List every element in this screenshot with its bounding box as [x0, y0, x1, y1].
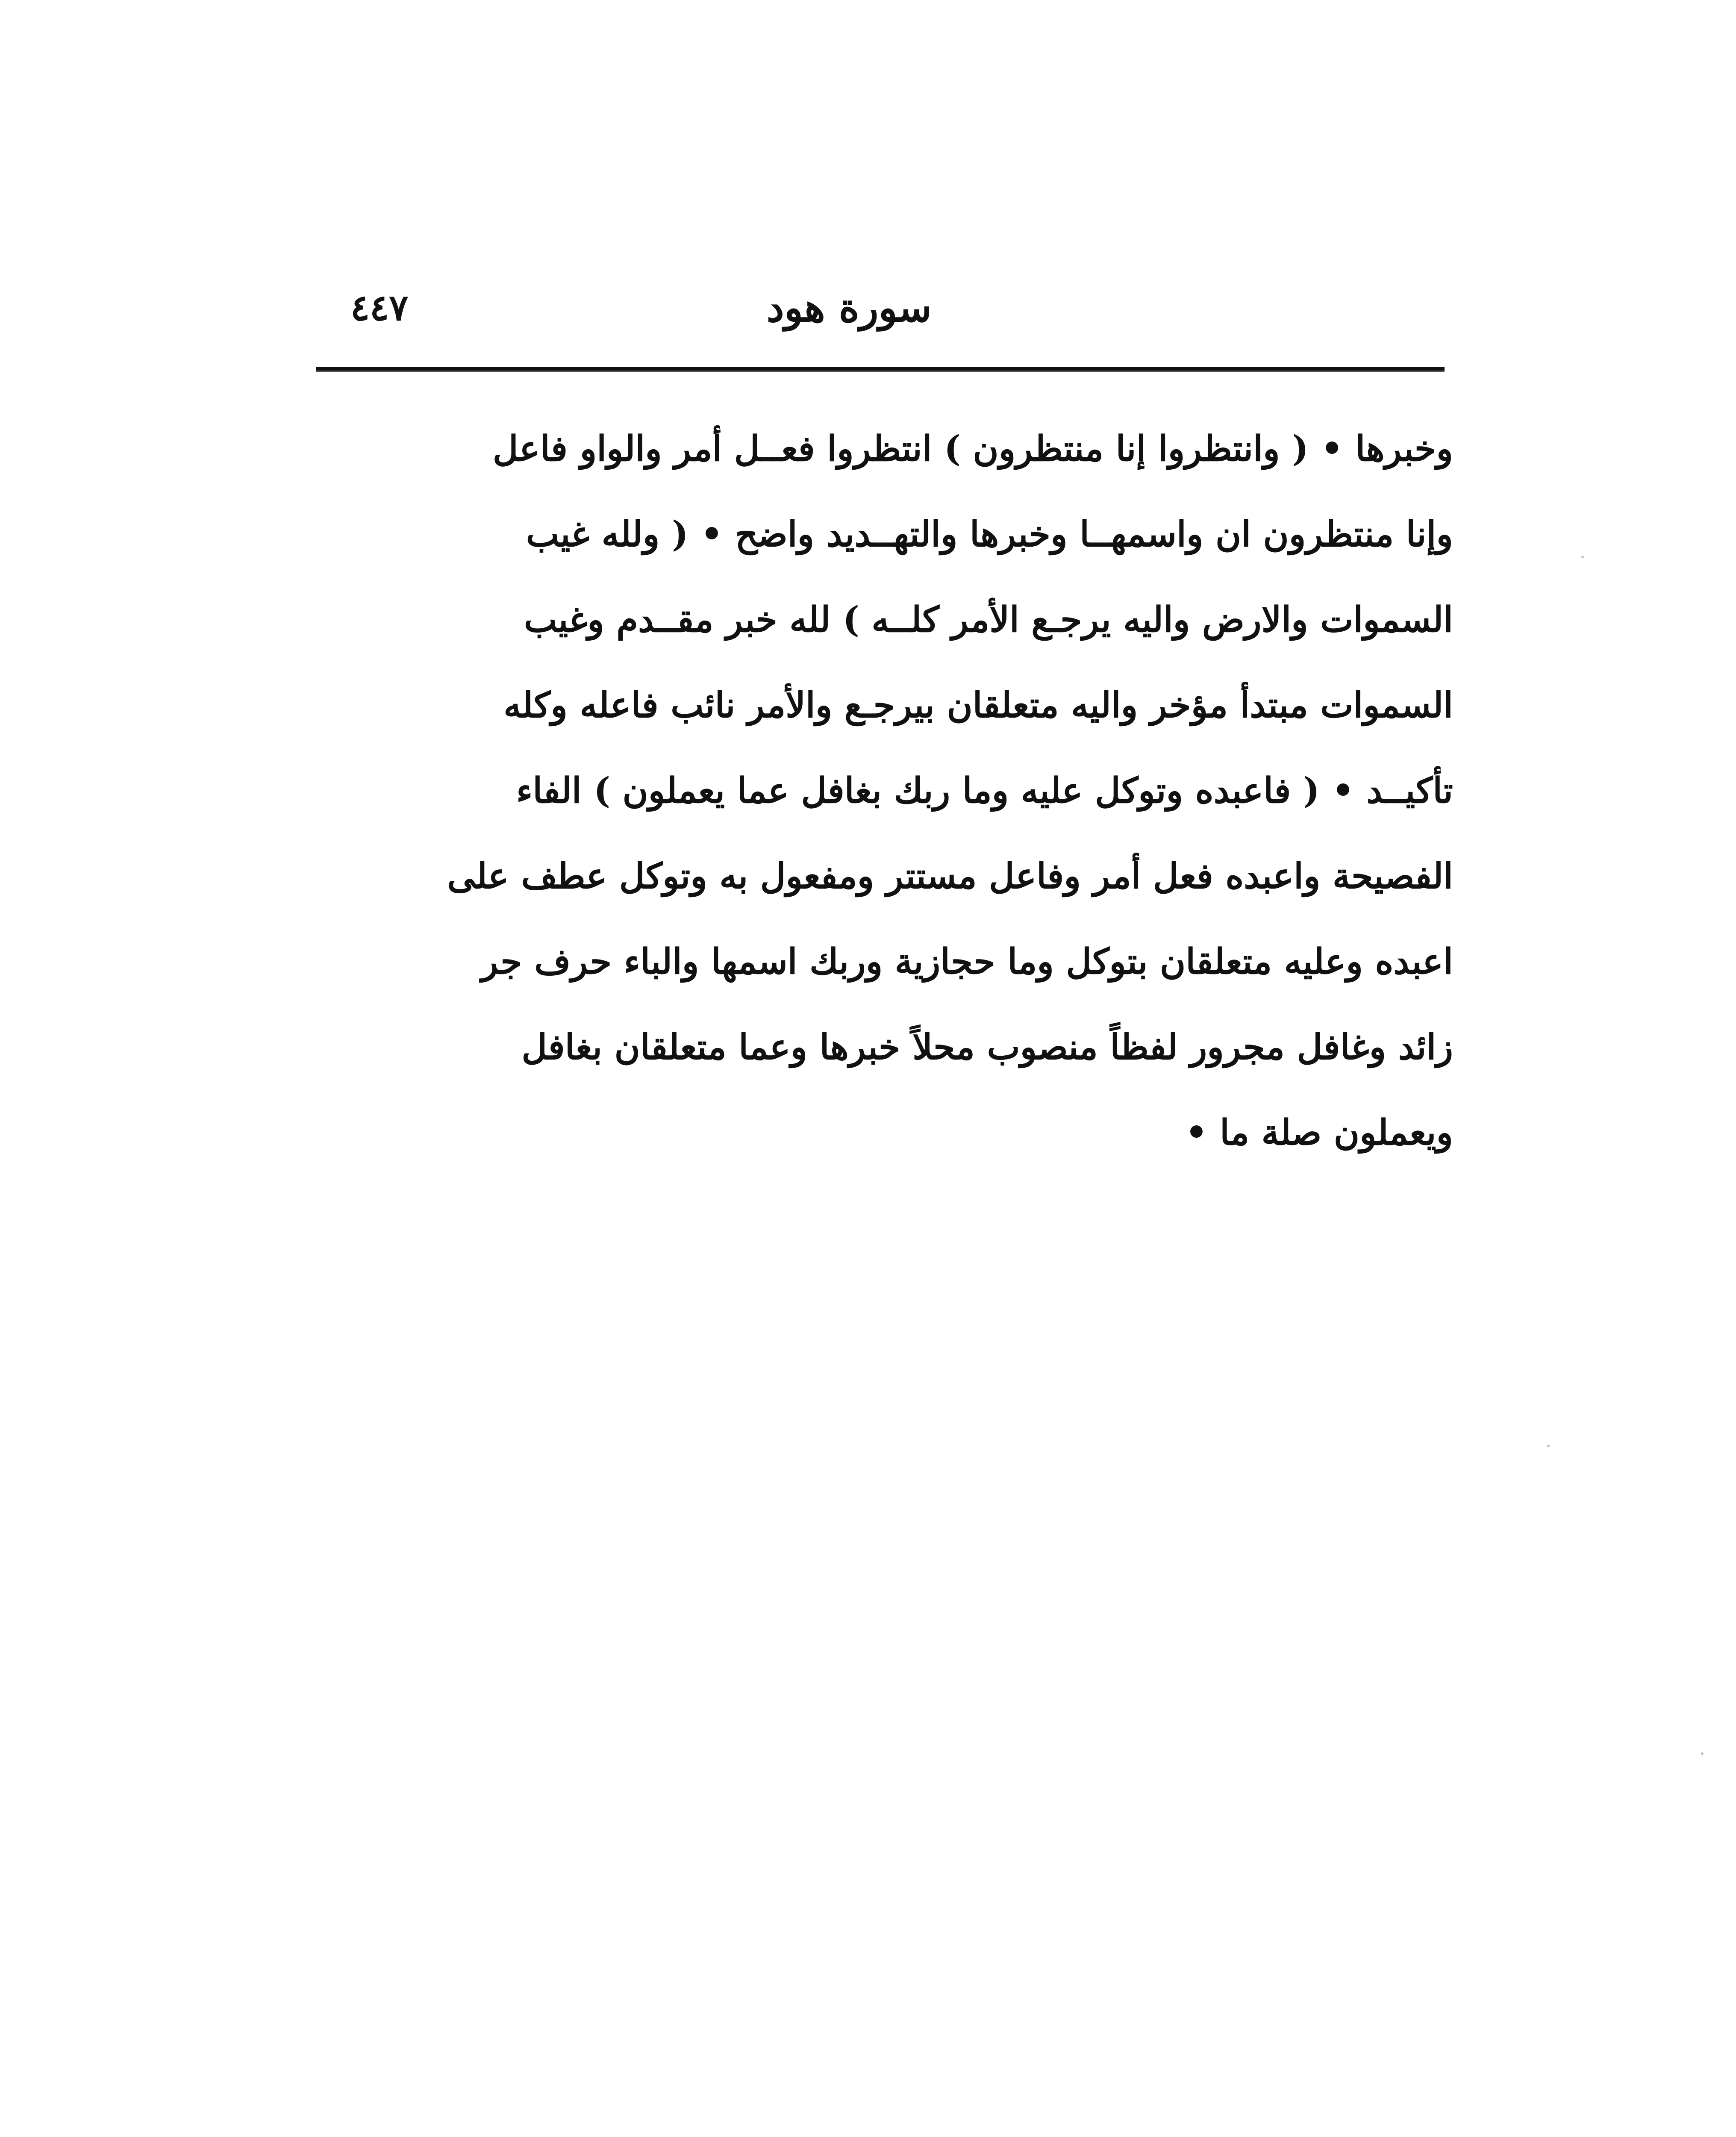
- body-line: السموات مبتدأ مؤخر واليه متعلقان بيرجـع والأمر نائب فاعله وكله: [503, 685, 1453, 726]
- scan-speck: [1701, 1752, 1704, 1755]
- body-line: زائد وغافل مجرور لفظاً منصوب محلاً خبرها وعما متعلقان بغافل: [521, 1027, 1453, 1068]
- scan-speck: [1547, 1445, 1550, 1447]
- body-line: اعبده وعليه متعلقان بتوكل وما حجازية وربك اسمها والباء حرف جر: [481, 941, 1453, 982]
- running-head: [316, 274, 1445, 350]
- scan-speck: [1581, 556, 1584, 558]
- body-text: [291, 406, 1453, 1175]
- body-line: الفصيحة واعبده فعل أمر وفاعل مستتر ومفعول به وتوكل عطف على: [447, 856, 1453, 897]
- chapter-title: سورة هود: [766, 285, 932, 331]
- body-line: السموات والارض واليه يرجـع الأمر كلــه ) لله خبر مقــدم وغيب: [524, 599, 1453, 640]
- body-line: ويعملون صلة ما •: [1185, 1112, 1453, 1153]
- body-line: وخبرها • ( وانتظروا إنا منتظرون ) انتظروا فعــل أمر والواو فاعل: [492, 428, 1453, 469]
- body-line: تأكيــد • ( فاعبده وتوكل عليه وما ربك بغافل عما يعملون ) الفاء: [516, 770, 1453, 811]
- page-number: ٤٤٧: [350, 286, 409, 329]
- header-rule: [316, 367, 1445, 372]
- body-line: وإنا منتظرون ان واسمهــا وخبرها والتهــديد واضح • ( ولله غيب: [526, 514, 1453, 555]
